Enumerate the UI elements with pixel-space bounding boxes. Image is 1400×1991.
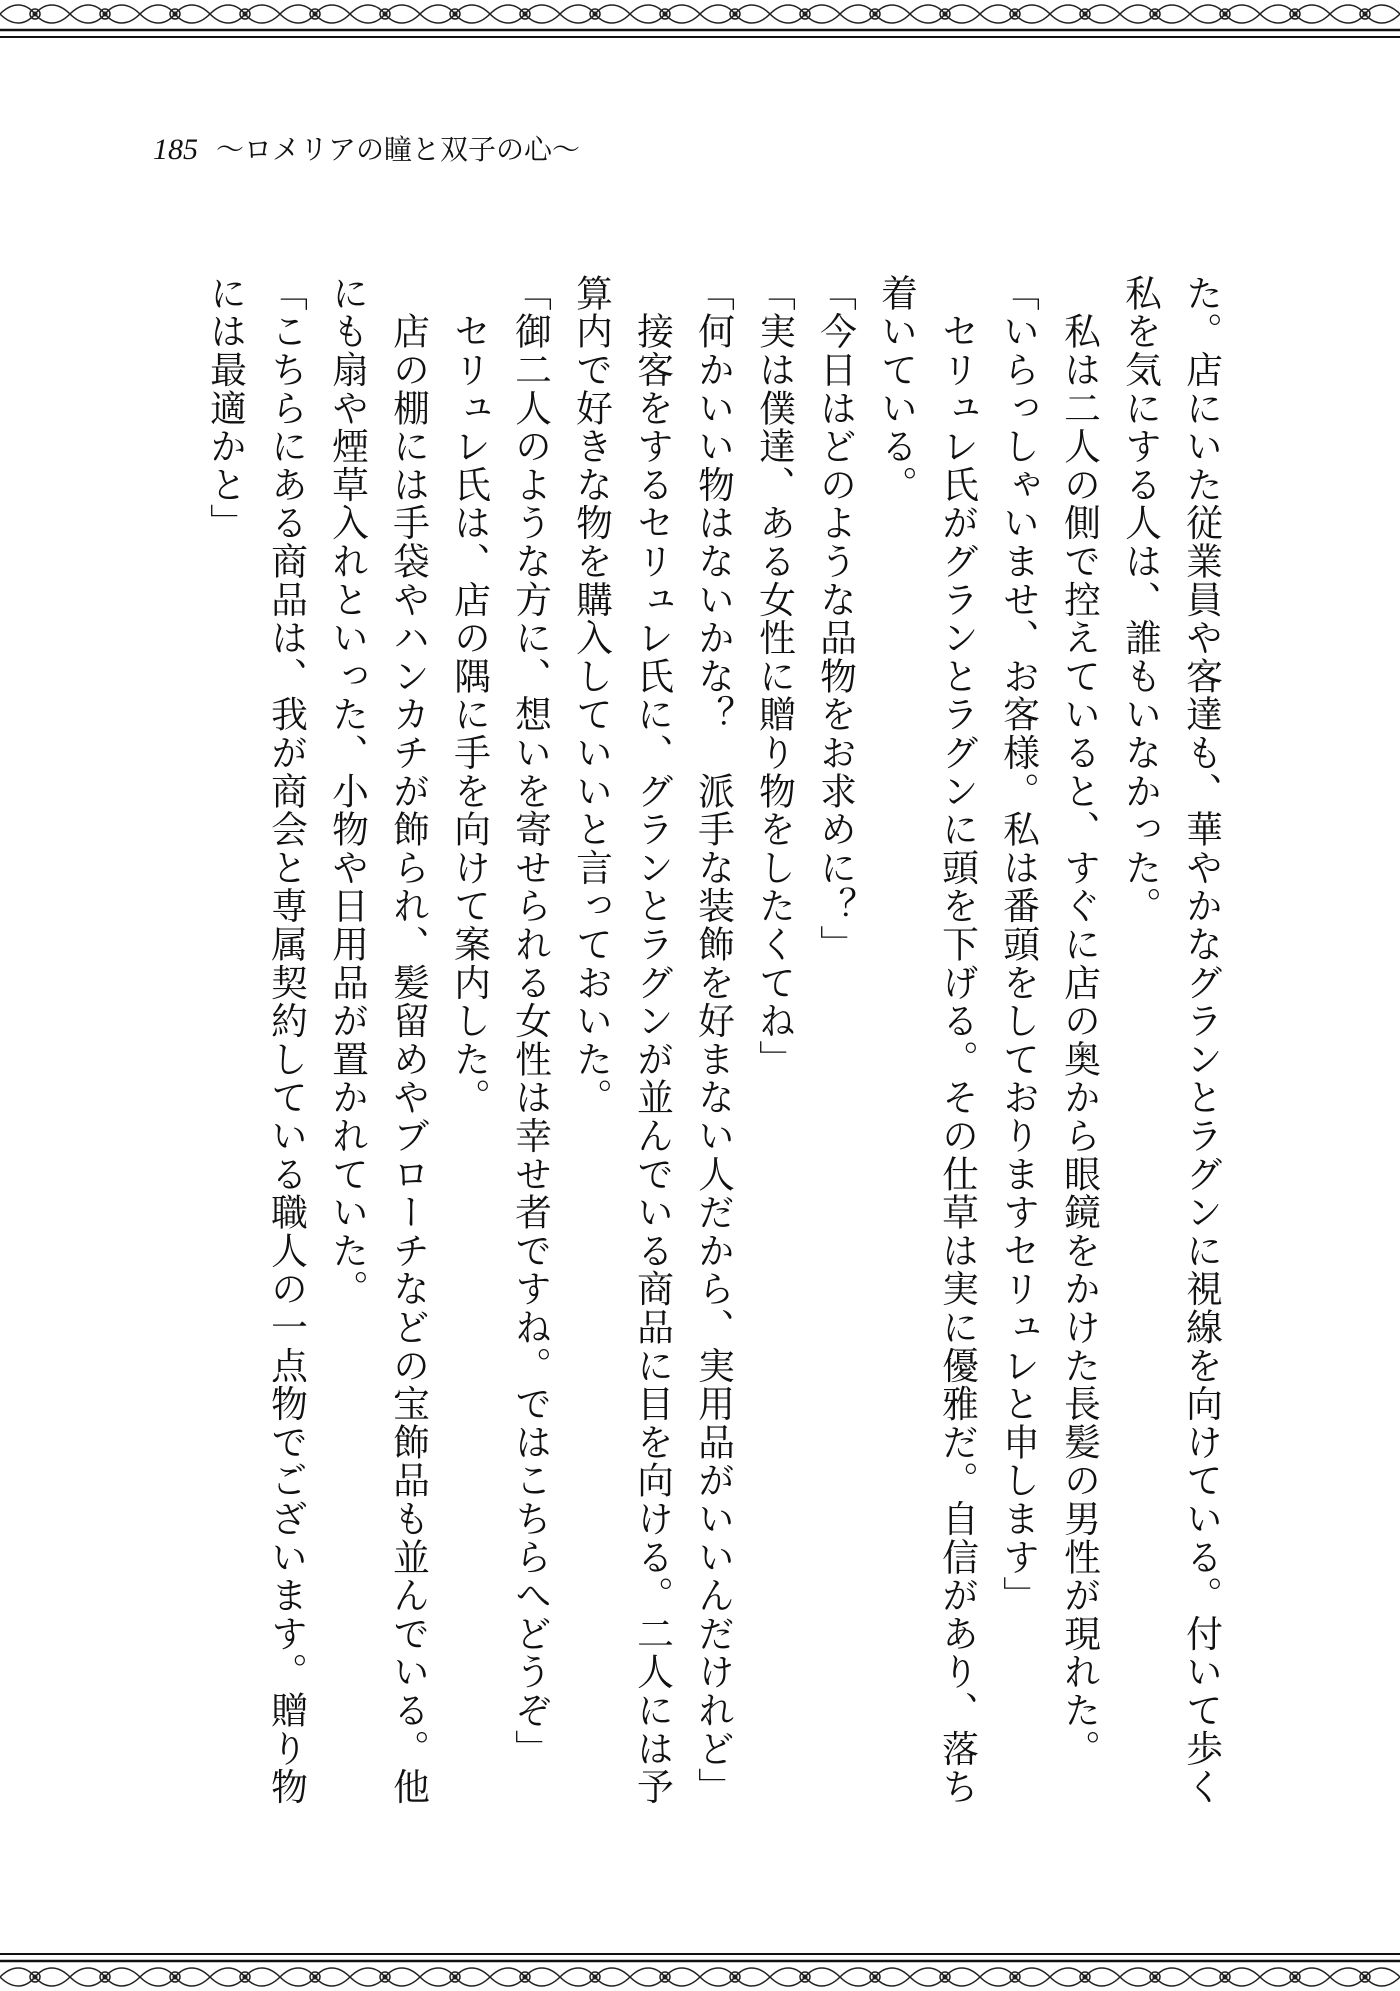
paragraph: 私は二人の側で控えていると、すぐに店の奥から眼鏡をかけた長髪の男性が現れた。 bbox=[1058, 274, 1101, 1768]
paragraph: 「実は僕達、ある女性に贈り物をしたくてね」 bbox=[753, 274, 796, 1079]
paragraph: セリュレ氏がグランとラグンに頭を下げる。その仕草は実に優雅だ。自信があり、落ち着いている。 bbox=[875, 274, 979, 1806]
body-text bbox=[195, 274, 1232, 1824]
paragraph: 接客をするセリュレ氏に、グランとラグンが並んでいる商品に目を向ける。二人には予算内で好きな物を購入していいと言っておいた。 bbox=[570, 274, 674, 1806]
paragraph: 「いらっしゃいませ、お客様。私は番頭をしておりますセリュレと申します」 bbox=[997, 274, 1040, 1615]
paragraph: 「今日はどのような品物をお求めに？」 bbox=[814, 274, 857, 964]
chapter-title: 〜ロメリアの瞳と双子の心〜 bbox=[216, 133, 581, 166]
paragraph: 「御二人のような方に、想いを寄せられる女性は幸せ者ですね。ではこちらへどうぞ」 bbox=[509, 274, 552, 1768]
paragraph: 「何かいい物はないかな？ 派手な装飾を好まない人だから、実用品がいいんだけれど」 bbox=[692, 274, 735, 1806]
paragraph: 店の棚には手袋やハンカチが飾られ、髪留めやブローチなどの宝飾品も並んでいる。他にも扇や煙草入れといった、小物や日用品が置かれていた。 bbox=[326, 274, 430, 1806]
page-number: 185 bbox=[153, 133, 198, 166]
paragraph: 「こちらにある商品は、我が商会と専属契約している職人の一点物でございます。贈り物には最適かと」 bbox=[204, 274, 308, 1806]
paragraph: た。店にいた従業員や客達も、華やかなグランとラグンに視線を向けている。付いて歩く私を気にする人は、誰もいなかった。 bbox=[1119, 274, 1223, 1806]
running-header bbox=[153, 132, 580, 168]
ornamental-border-bottom bbox=[0, 1951, 1400, 1991]
ornamental-border-top bbox=[0, 0, 1400, 40]
paragraph: セリュレ氏は、店の隅に手を向けて案内した。 bbox=[448, 274, 491, 1117]
